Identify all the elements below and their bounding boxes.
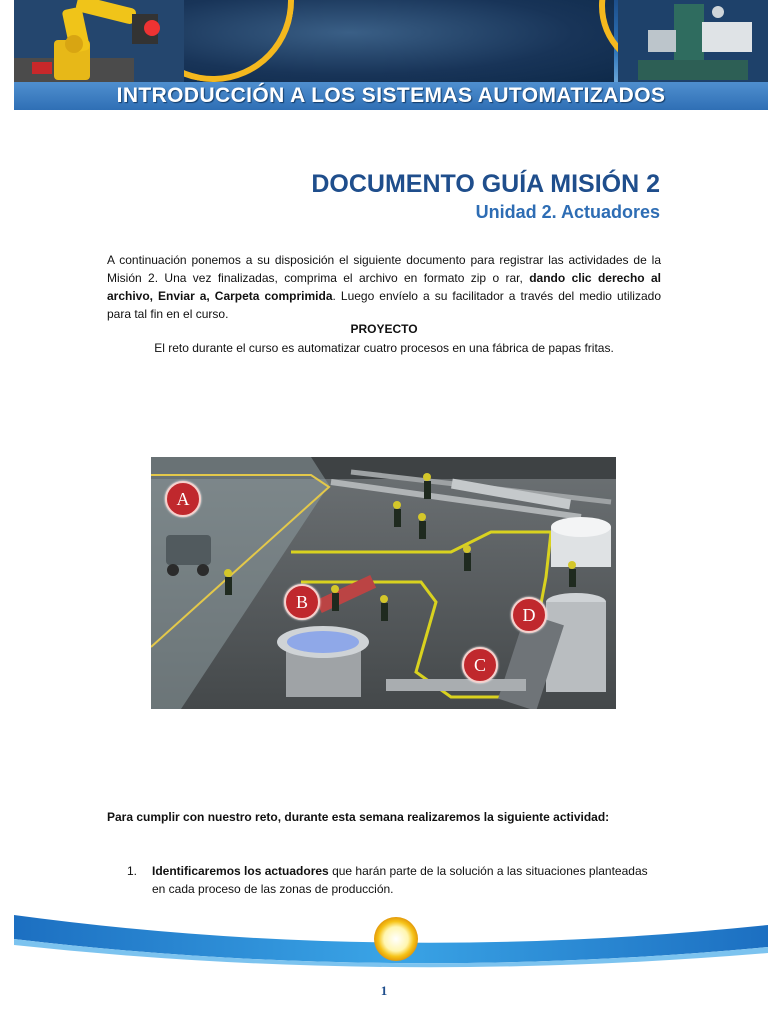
page-number: 1	[380, 983, 388, 998]
zone-marker-b: B	[284, 584, 320, 620]
factory-illustration	[151, 457, 616, 709]
document-subtitle: Unidad 2. Actuadores	[475, 202, 660, 222]
industrial-robot-image	[14, 0, 184, 82]
project-heading: PROYECTO	[350, 322, 418, 336]
activity-rest: que harán parte de la solución a las situaciones planteadas en cada proceso de las zonas de producción.	[152, 864, 648, 896]
drill-machine-image	[618, 0, 768, 82]
intro-text-2: . Luego envíelo a su facilitador a través del medio utilizado para tal fin en el curso.	[107, 289, 661, 321]
activity-intro: Para cumplir con nuestro reto, durante esta semana realizaremos la siguiente actividad:	[107, 810, 610, 824]
activity-text	[152, 862, 662, 898]
zone-marker-d: D	[511, 597, 547, 633]
project-description: El reto durante el curso es automatizar cuatro procesos en una fábrica de papas fritas.	[154, 341, 614, 355]
intro-text-bold: dando clic derecho al archivo, Enviar a, Carpeta comprimida	[107, 271, 662, 303]
zone-marker-a: A	[165, 481, 201, 517]
activity-bold: Identificaremos los actuadores	[152, 864, 329, 878]
header-banner	[14, 0, 768, 110]
zone-marker-c: C	[462, 647, 498, 683]
factory-floor-image	[151, 457, 616, 709]
document-title: DOCUMENTO GUÍA MISIÓN 2	[311, 170, 660, 198]
banner-title-bar	[14, 82, 768, 110]
banner-title: INTRODUCCIÓN A LOS SISTEMAS AUTOMATIZADOS	[116, 84, 666, 107]
activity-number: 1.	[127, 864, 138, 878]
intro-paragraph	[107, 251, 661, 323]
intro-text-1: A continuación ponemos a su disposición el siguiente documento para registrar las actividades de la Misión 2. Una vez finalizadas, comprima el archivo en formato zip o rar,	[107, 253, 661, 285]
footer-wave	[0, 905, 768, 985]
